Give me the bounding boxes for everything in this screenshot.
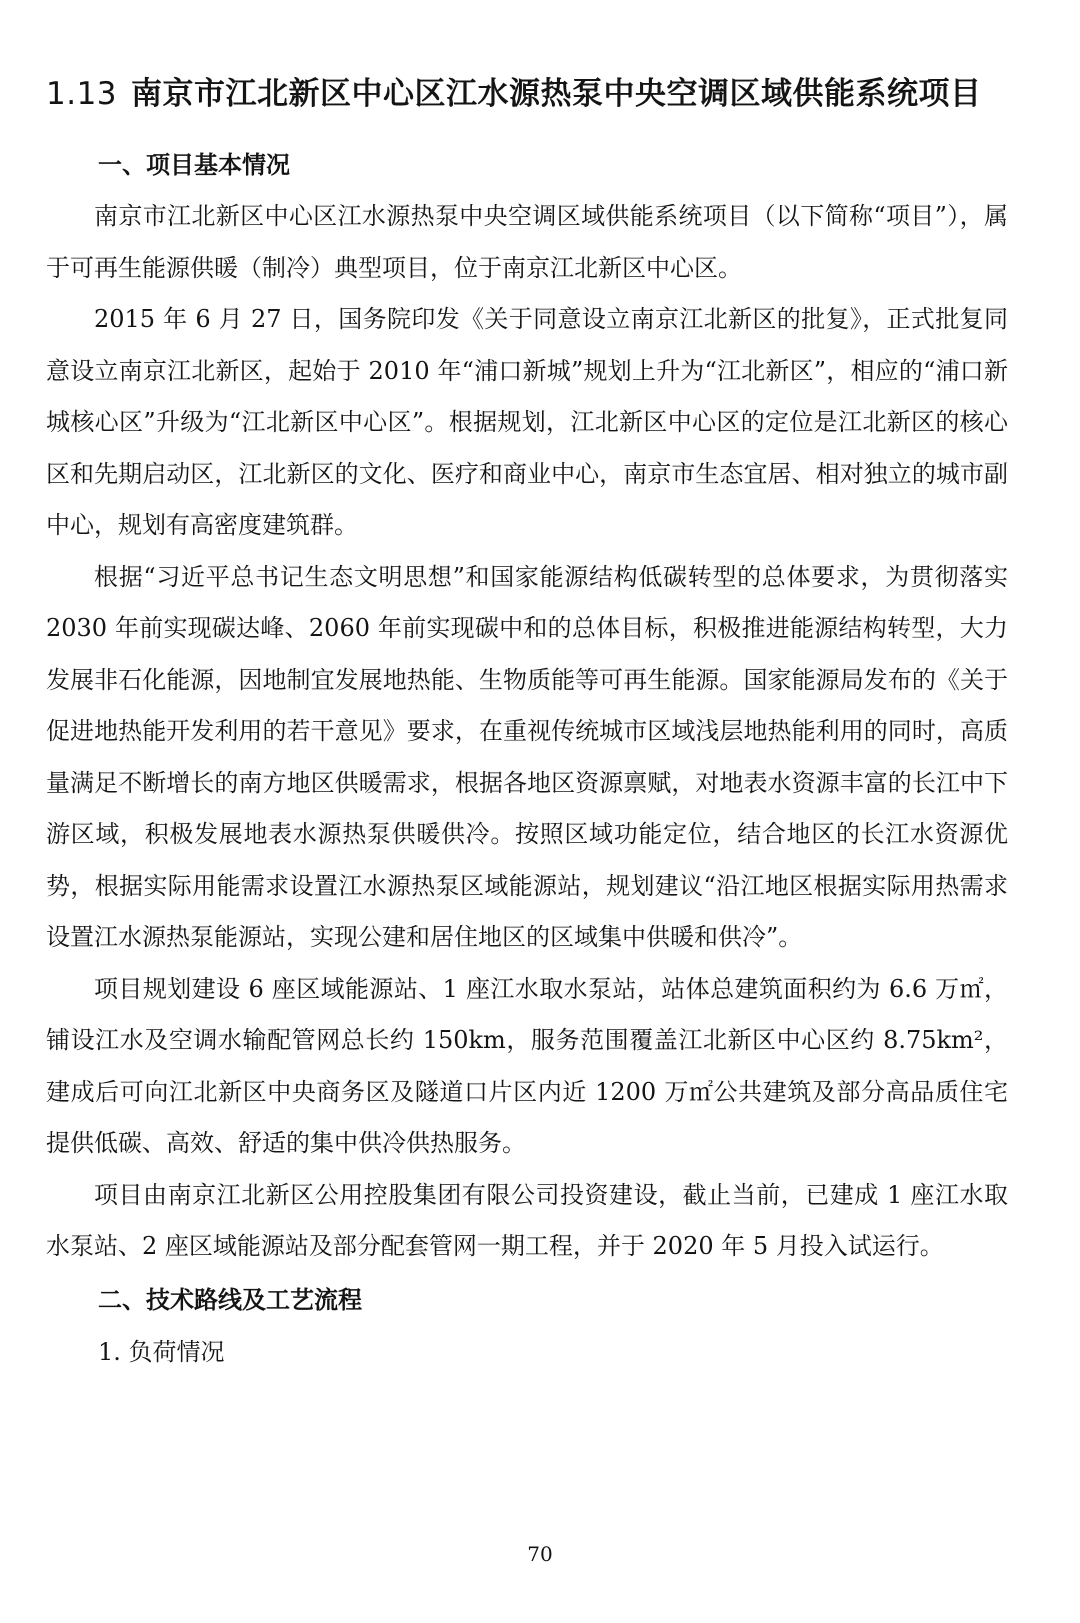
section-title-text: 南京市江北新区中心区江水源热泵中央空调区域供能系统项目 [131,76,982,112]
heading-basic-info: 一、项目基本情况 [98,150,290,179]
paragraph-scale: 项目规划建设 6 座区域能源站、1 座江水取水泵站，站体总建筑面积约为 6.6 万㎡，铺设江水及空调水输配管网总长约 150km，服务范围覆盖江北新区中心区约 8.75km²，建成后可向江北新区中央商务区及隧道口片区内近 1200 万㎡公共建筑及部分高品质住宅提供低碳、高效、舒适的集中供冷供热服务。 [46,974,1008,1157]
body-text [46,138,1008,1379]
heading-technology: 二、技术路线及工艺流程 [98,1284,362,1314]
page-number: 70 [527,1542,553,1566]
subheading-load: 1. 负荷情况 [98,1337,225,1366]
section-title [46,68,1046,120]
paragraph-background: 2015 年 6 月 27 日，国务院印发《关于同意设立南京江北新区的批复》，正式批复同意设立南京江北新区，起始于 2010 年“浦口新城”规划上升为“江北新区”，相应的“浦口新城核心区”升级为“江北新区中心区”。根据规划，江北新区中心区的定位是江北新区的核心区和先期启动区，江北新区的文化、医疗和商业中心，南京市生态宜居、相对独立的城市副中心，规划有高密度建筑群。 [46,305,1008,539]
paragraph-policy: 根据“习近平总书记生态文明思想”和国家能源结构低碳转型的总体要求，为贯彻落实 2030 年前实现碳达峰、2060 年前实现碳中和的总体目标，积极推进能源结构转型，大力发展非石化能源，因地制宜发展地热能、生物质能等可再生能源。国家能源局发布的《关于促进地热能开发利用的若干意见》要求，在重视传统城市区域浅层地热能利用的同时，高质量满足不断增长的南方地区供暖需求，根据各地区资源禀赋，对地表水资源丰富的长江中下游区域，积极发展地表水源热泵供暖供冷。按照区域功能定位，结合地区的长江水资源优势，根据实际用能需求设置江水源热泵区域能源站，规划建议“沿江地区根据实际用热需求设置江水源热泵能源站，实现公建和居住地区的区域集中供暖和供冷”。 [46,562,1008,951]
paragraph-progress: 项目由南京江北新区公用控股集团有限公司投资建设，截止当前，已建成 1 座江水取水泵站、2 座区域能源站及部分配套管网一期工程，并于 2020 年 5 月投入试运行。 [46,1180,1008,1260]
paragraph-intro: 南京市江北新区中心区江水源热泵中央空调区域供能系统项目（以下简称“项目”），属于可再生能源供暖（制冷）典型项目，位于南京江北新区中心区。 [46,202,1008,282]
section-number: 1.13 [46,76,118,112]
